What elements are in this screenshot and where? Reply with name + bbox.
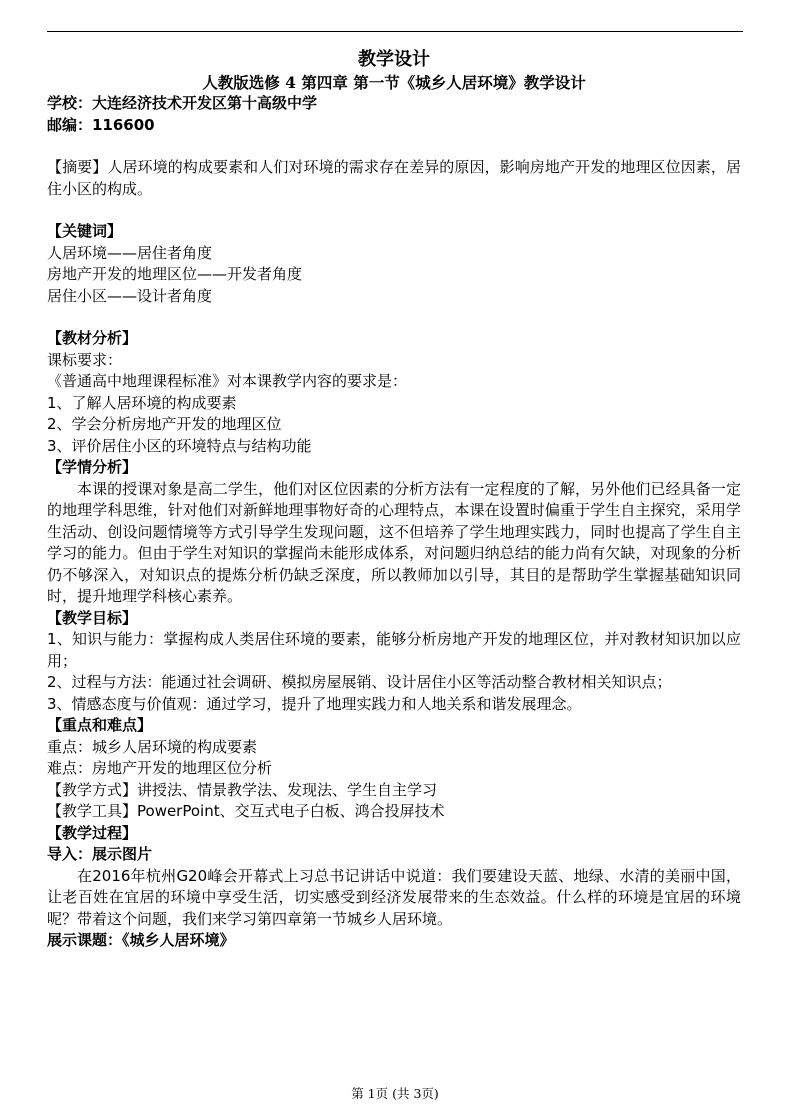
material-line: 1、了解人居环境的构成要素 [47,393,237,412]
process-heading: 【教学过程】 [47,823,138,842]
postcode-line: 邮编：116600 [47,115,155,134]
material-line: 2、学会分析房地产开发的地理区位 [47,415,282,433]
spacer [47,136,741,157]
page-footer: 第 1页 (共 3页) [351,1086,439,1101]
goal-item: 2、过程与方法：能通过社会调研、模拟房屋展销、设计居住小区等活动整合教材相关知识点； [47,673,672,691]
goal-item: 1、知识与能力：掌握构成人类居住环境的要素，能够分析房地产开发的地理区位，并对教材知识加以应用； [47,630,741,670]
keywords-heading: 【关键词】 [47,222,123,240]
material-heading: 【教材分析】 [47,329,138,347]
document-subtitle: 人教版选修 4 第四章 第一节《城乡人居环境》教学设计 [202,73,586,92]
document-body [47,48,741,952]
spacer [47,307,741,328]
material-line: 课标要求： [47,350,123,369]
header-rule [47,31,743,32]
material-line: 3、评价居住小区的环境特点与结构功能 [47,436,312,455]
topic-line: 展示课题：《城乡人居环境》 [47,931,235,949]
goals-heading: 【教学目标】 [47,608,138,627]
learners-heading: 【学情分析】 [47,458,138,476]
learners-paragraph: 本课的授课对象是高二学生，他们对区位因素的分析方法有一定程度的了解，另外他们已经具备一定的地理学科思维，针对他们对新鲜地理事物好奇的心理特点，本课在设置时偏重于学生自主探究，采用学生活动、创设问题情境等方式引导学生发现问题，这不但培养了学生地理实践力，同时也提高了学生自主学习的能力。但由于学生对知识的掌握尚未能形成体系，对问题归纳总结的能力尚有欠缺，对现象的分析仍不够深入，对知识点的提炼分析仍缺乏深度，所以教师加以引导，其目的是帮助学生掌握基础知识同时，提升地理学科核心素养。 [47,479,741,605]
methods-line: 【教学方式】讲授法、情景教学法、发现法、学生自主学习 [47,780,438,799]
abstract-paragraph: 【摘要】人居环境的构成要素和人们对环境的需求存在差异的原因，影响房地产开发的地理区位因素，居住小区的构成。 [47,158,741,198]
document-title: 教学设计 [358,49,430,70]
keypoints-heading: 【重点和难点】 [47,716,153,734]
keyword-item: 居住小区——设计者角度 [47,286,213,305]
material-line: 《普通高中地理课程标准》对本课教学内容的要求是： [47,372,408,390]
keyword-item: 房地产开发的地理区位——开发者角度 [47,265,303,283]
intro-heading: 导入：展示图片 [47,845,153,863]
goal-item: 3、情感态度与价值观：通过学习，提升了地理实践力和人地关系和谐发展理念。 [47,694,582,713]
keyword-item: 人居环境——居住者角度 [47,243,213,262]
intro-paragraph: 在2016年杭州G20峰会开幕式上习总书记讲话中说道：我们要建设天蓝、地绿、水清的美丽中国，让老百姓在宜居的环境中享受生活，切实感受到经济发展带来的生态效益。什么样的环境是宜居的环境呢？带着这个问题，我们来学习第四章第一节城乡人居环境。 [47,866,741,928]
difficulty-line: 难点：房地产开发的地理区位分析 [47,759,273,777]
school-line: 学校：大连经济技术开发区第十高级中学 [47,94,318,112]
tools-line: 【教学工具】PowerPoint、交互式电子白板、鸿合投屏技术 [47,802,445,820]
focus-line: 重点：城乡人居环境的构成要素 [47,737,258,756]
spacer [47,200,741,221]
